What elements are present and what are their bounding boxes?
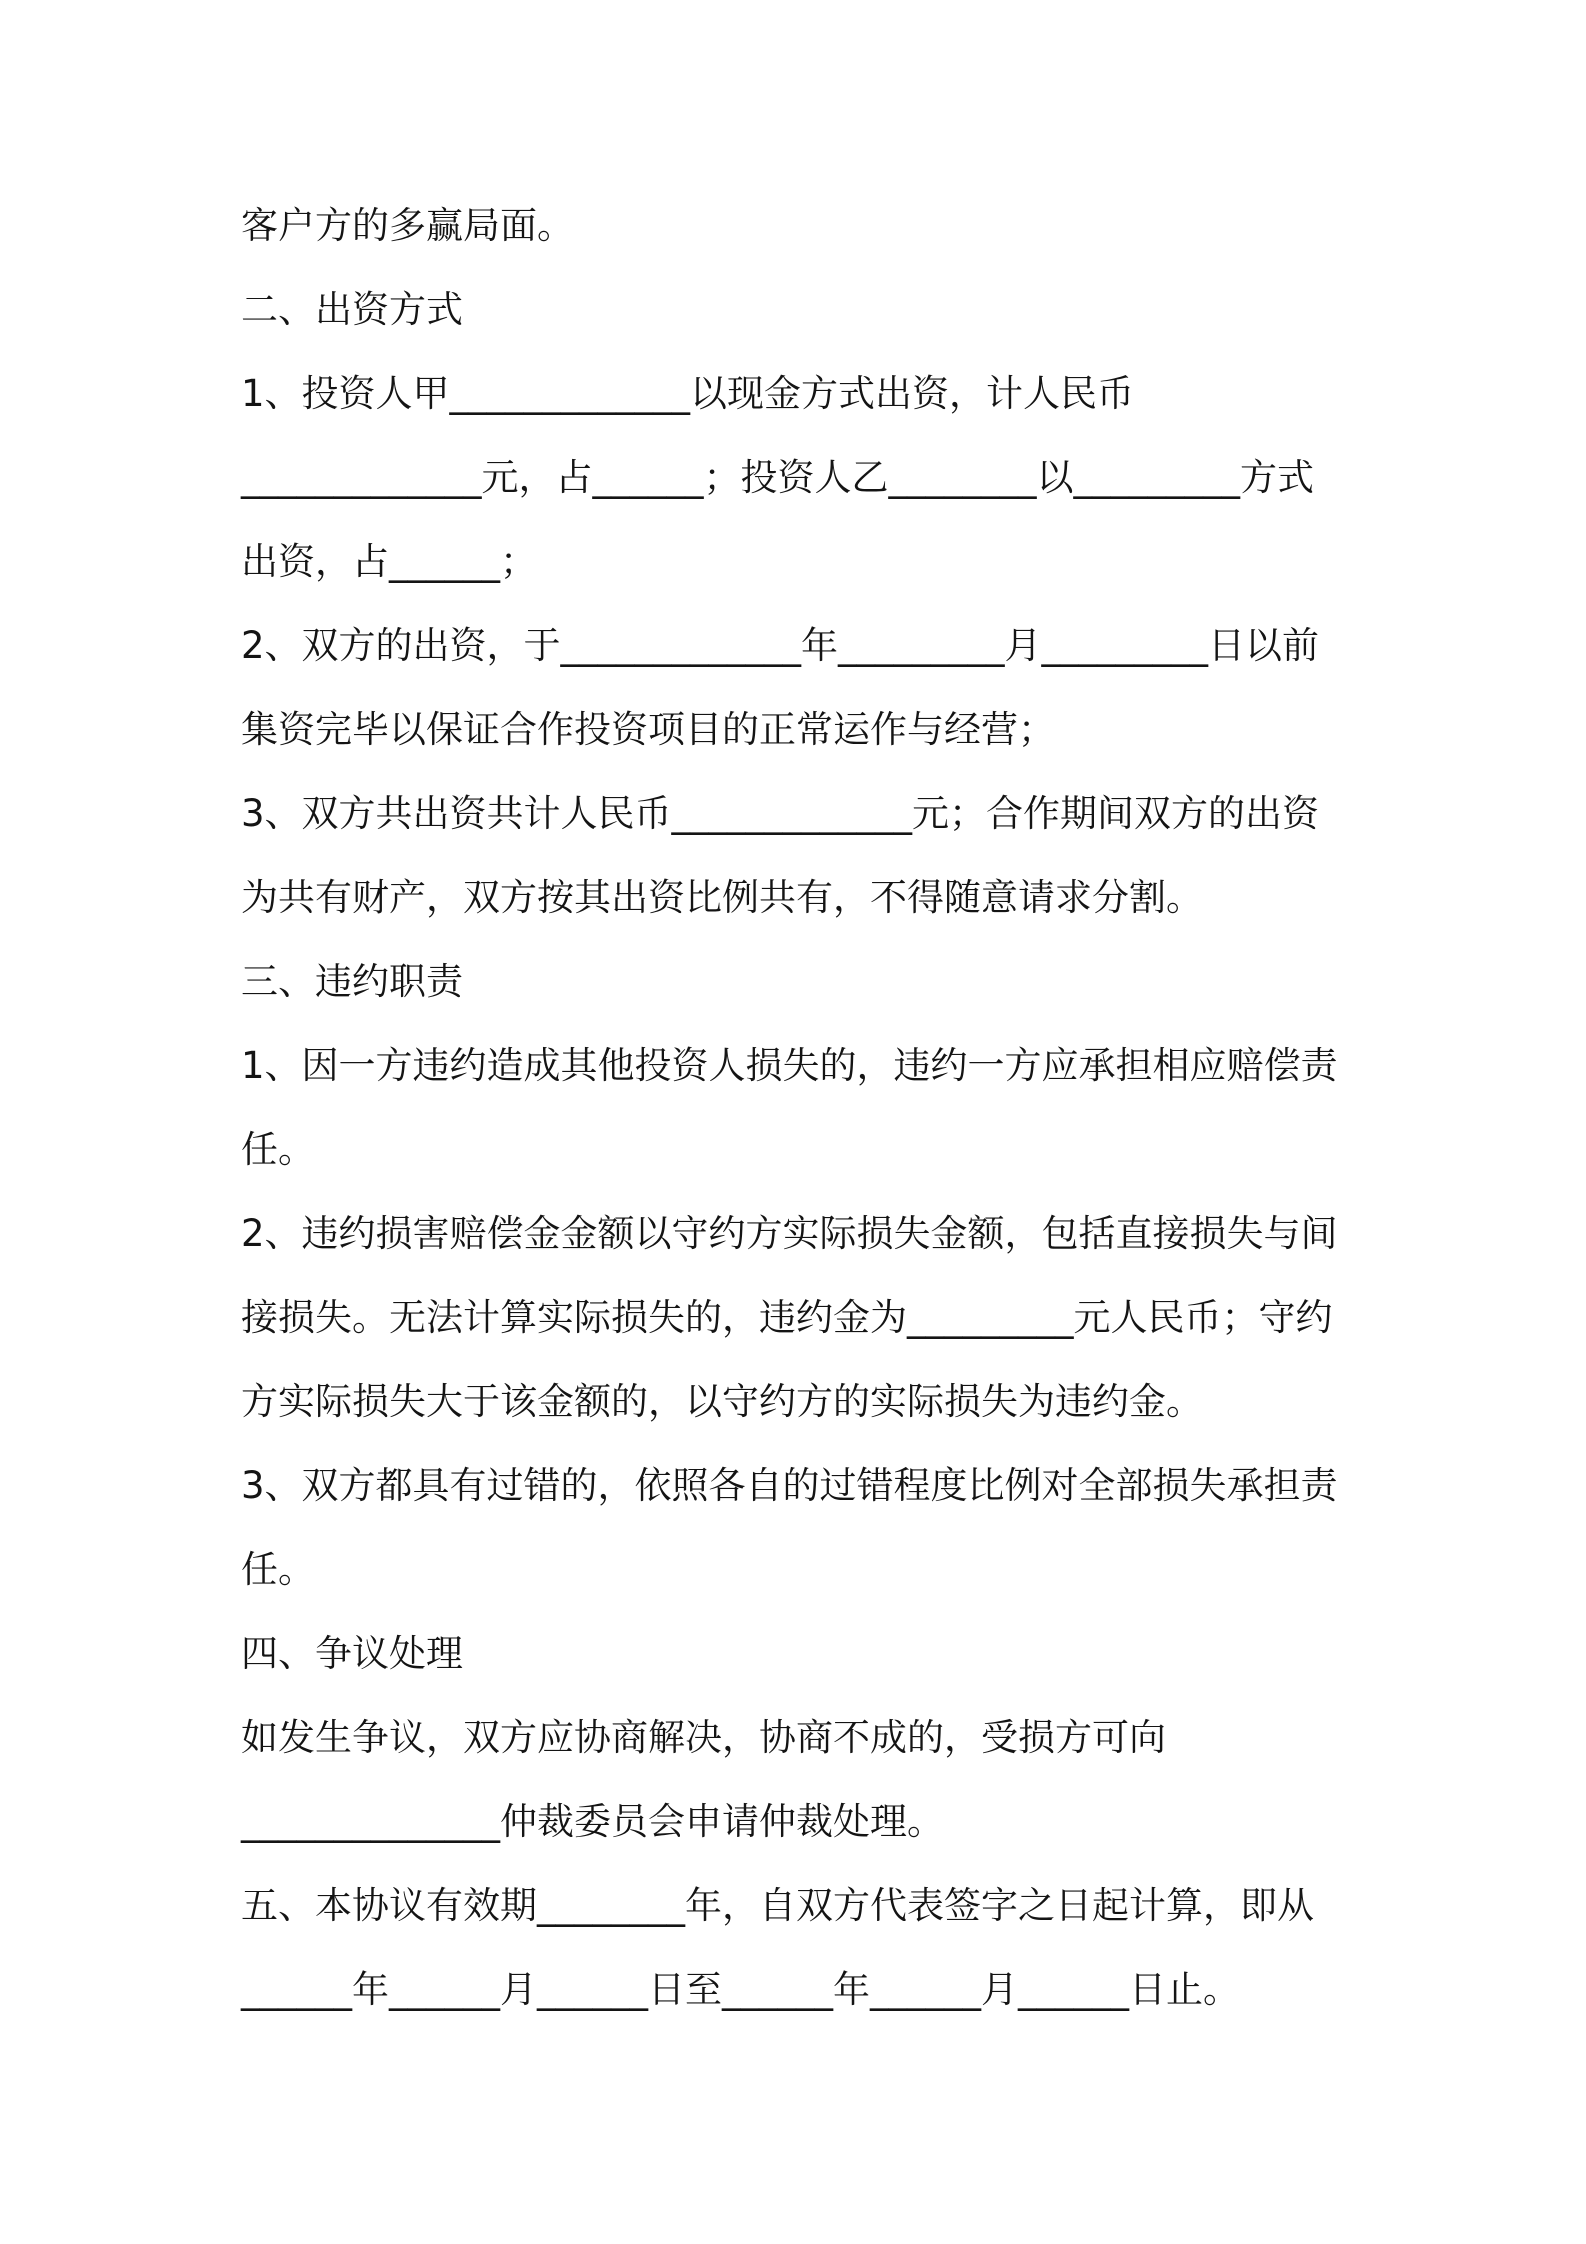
paragraph-line: 1、因一方违约造成其他投资人损失的，违约一方应承担相应赔偿责	[241, 1044, 1338, 1087]
section-heading-validity-period: 五、本协议有效期________年，自双方代表签字之日起计算，即从	[241, 1884, 1314, 1927]
paragraph-line: 2、双方的出资，于_____________年_________月_________日以前	[241, 624, 1320, 667]
paragraph-line: 客户方的多赢局面。	[241, 204, 574, 247]
section-heading-dispute-resolution: 四、争议处理	[241, 1632, 463, 1675]
paragraph-line: 3、双方共出资共计人民币_____________元；合作期间双方的出资	[241, 792, 1320, 835]
paragraph-line: ______________仲裁委员会申请仲裁处理。	[241, 1800, 944, 1843]
paragraph-line: ______年______月______日至______年______月______日止。	[241, 1968, 1240, 2011]
paragraph-line: 方实际损失大于该金额的，以守约方的实际损失为违约金。	[241, 1380, 1203, 1423]
paragraph-line: 3、双方都具有过错的，依照各自的过错程度比例对全部损失承担责	[241, 1464, 1338, 1507]
section-heading-capital-contribution: 二、出资方式	[241, 288, 463, 331]
paragraph-line: 如发生争议，双方应协商解决，协商不成的，受损方可向	[241, 1716, 1166, 1759]
paragraph-line: 接损失。无法计算实际损失的，违约金为_________元人民币；守约	[241, 1296, 1333, 1339]
paragraph-line: 1、投资人甲_____________以现金方式出资，计人民币	[241, 372, 1135, 415]
paragraph-line: 为共有财产，双方按其出资比例共有，不得随意请求分割。	[241, 876, 1203, 919]
paragraph-line: _____________元，占______；投资人乙________以_________方式	[241, 456, 1314, 499]
paragraph-line: 出资，占______；	[241, 540, 537, 583]
paragraph-line: 集资完毕以保证合作投资项目的正常运作与经营；	[241, 708, 1055, 751]
paragraph-line: 任。	[241, 1128, 315, 1171]
paragraph-line: 任。	[241, 1548, 315, 1591]
section-heading-breach-liability: 三、违约职责	[241, 960, 463, 1003]
paragraph-line: 2、违约损害赔偿金金额以守约方实际损失金额，包括直接损失与间	[241, 1212, 1338, 1255]
